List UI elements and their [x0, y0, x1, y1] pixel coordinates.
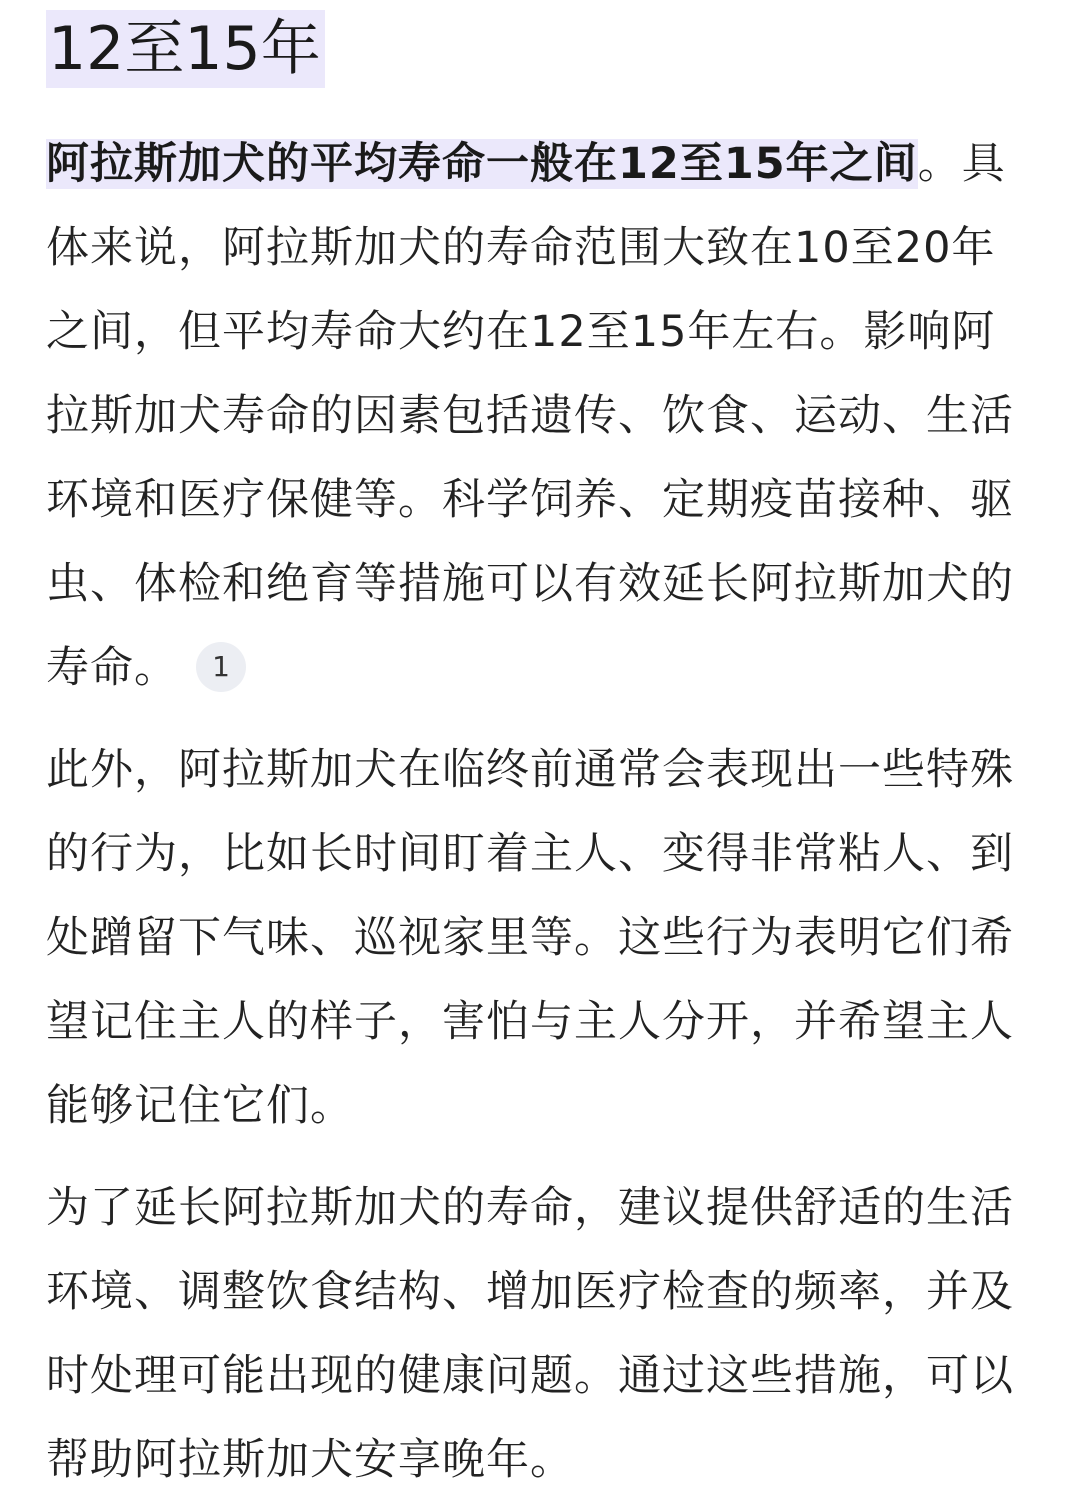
answer-paragraph-3: 为了延长阿拉斯加犬的寿命，建议提供舒适的生活环境、调整饮食结构、增加医疗检查的频率，并及时处理可能出现的健康问题。通过这些措施，可以帮助阿拉斯加犬安享晚年。 [46, 1183, 1014, 1485]
paragraph-1-body: 具体来说，阿拉斯加犬的寿命范围大致在10至20年之间，但平均寿命大约在12至15年左右。影响阿拉斯加犬寿命的因素包括遗传、饮食、运动、生活环境和医疗保健等。科学饲养、定期疫苗接种、驱虫、体检和绝育等措施可以有效延长阿拉斯加犬的寿命。 [46, 139, 1014, 693]
answer-paragraph-2: 此外，阿拉斯加犬在临终前通常会表现出一些特殊的行为，比如长时间盯着主人、变得非常粘人、到处蹭留下气味、巡视家里等。这些行为表明它们希望记住主人的样子，害怕与主人分开，并希望主人能够记住它们。 [46, 745, 1014, 1131]
answer-container [46, 0, 1016, 1502]
highlighted-answer: 阿拉斯加犬的平均寿命一般在12至15年之间 [46, 139, 918, 189]
answer-title: 12至15年 [46, 10, 325, 88]
highlight-punctuation: 。 [917, 139, 962, 189]
citation-badge[interactable]: 1 [196, 642, 246, 692]
answer-paragraph-1 [46, 122, 1016, 710]
